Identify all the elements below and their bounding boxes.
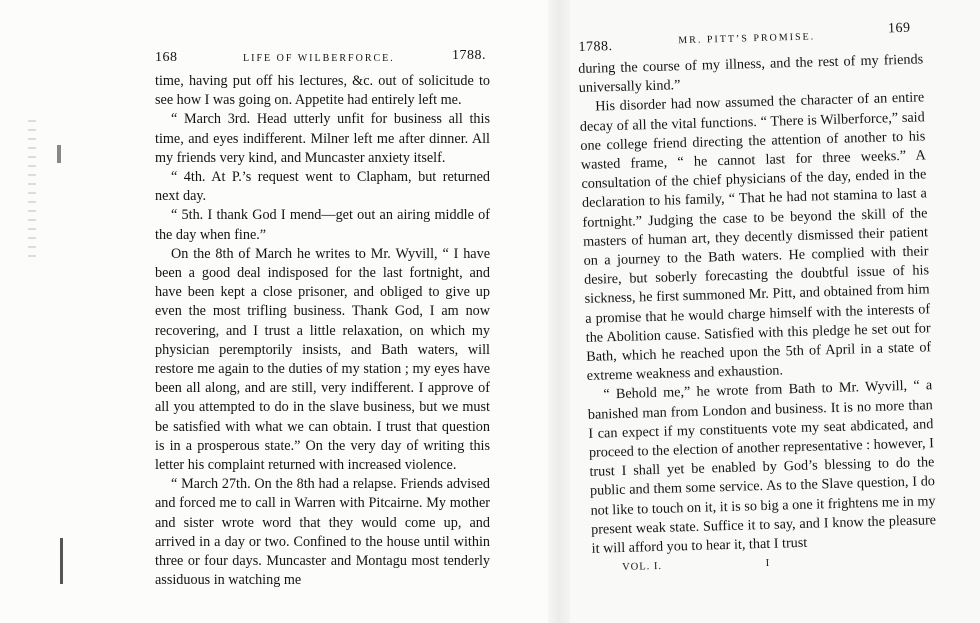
paragraph: His disorder had now assumed the character of an entire decay of all the vital functions. “ There is Wilberforce,” said one college friend directing the attention of another to his wasted frame, “ he cannot last for three weeks.” A consultation of the chief physicians of the day, ended in the declaration to his family, “ That he had not stamina to last a fortnight.” Judging the case to be beyond the skill of the masters of human art, they decently dismissed their patient on a journey to the Bath waters. He complied with their desire, but soberly forecasting the doubtful issue of his sickness, he first summoned Mr. Pitt, and obtained from him a promise that he would charge himself with the interests of the Abolition cause. Satisfied with this pledge he set out for Bath, which he reached upon the 5th of April in a state of extreme weakness and exhaustion. <box>579 89 932 385</box>
paragraph: during the course of my illness, and the rest of my friends universally kind.” <box>578 51 924 97</box>
paragraph: “ 4th. At P.’s request went to Clapham, but returned next day. <box>155 169 490 205</box>
right-page-number: 169 <box>887 20 911 37</box>
signature-mark: I <box>765 557 771 569</box>
signature-volume: VOL. I. <box>622 560 663 573</box>
right-running-head: MR. PITT’S PROMISE. <box>678 31 816 47</box>
book-gutter <box>548 0 570 623</box>
left-running-head: LIFE OF WILBERFORCE. <box>243 53 395 64</box>
page-edge-mark <box>57 145 61 163</box>
paragraph: “ March 3rd. Head utterly unfit for business all this time, and eyes indifferent. Milner left me after dinner. All my friends very kind, and Muncaster anxiety itself. <box>155 111 490 166</box>
left-page-body <box>155 72 490 590</box>
paragraph: On the 8th of March he writes to Mr. Wyvill, “ I have been a good deal indisposed for the last fortnight, and have been kept a close prisoner, and obliged to give up even the most trifling business. Thank God, I am now recovering, and I trust a little relaxation, on which my physician peremptorily insists, and Bath waters, will restore me again to the duties of my station ; my eyes have been all along, and are still, very indifferent. I approve of all you attempted to do in the slave business, but we must be satisfied with what we can obtain. I trust that question is in a prosperous state.” On the very day of writing this letter his complaint returned with increased violence. <box>155 245 490 474</box>
paragraph: “ Behold me,” he wrote from Bath to Mr. Wyvill, “ a banished man from London and business. It is no more than I can expect if my constituents vote my seat abdicated, and proceed to the election of another representative : however, I trust I shall yet be enabled by God’s blessing to do the public and them some service. As to the Slave question, I do not like to touch on it, it is so big a one it frightens me in my present weak state. Suffice it to say, and I know the pleasure it will afford you to hear it, that I trust <box>587 377 937 557</box>
right-page-body <box>578 50 937 559</box>
paragraph: time, having put off his lectures, &c. out of solicitude to see how I was going on. Appetite had entirely left me. <box>155 73 490 109</box>
right-year: 1788. <box>578 39 613 55</box>
left-page-number: 168 <box>155 50 178 65</box>
left-year: 1788. <box>452 48 486 63</box>
paragraph: “ 5th. I thank God I mend—get out an airing middle of the day when fine.” <box>155 207 490 243</box>
paragraph: “ March 27th. On the 8th had a relapse. Friends advised and forced me to call in Warren with Pitcairne. My mother and sister wrote word that they would come up, and arrived in a day or two. Confined to the house until within three or four days. Muncaster and Montagu most tenderly assiduous in watching me <box>155 476 490 589</box>
page-edge-smudge <box>28 120 36 260</box>
page-edge-mark <box>60 538 63 584</box>
